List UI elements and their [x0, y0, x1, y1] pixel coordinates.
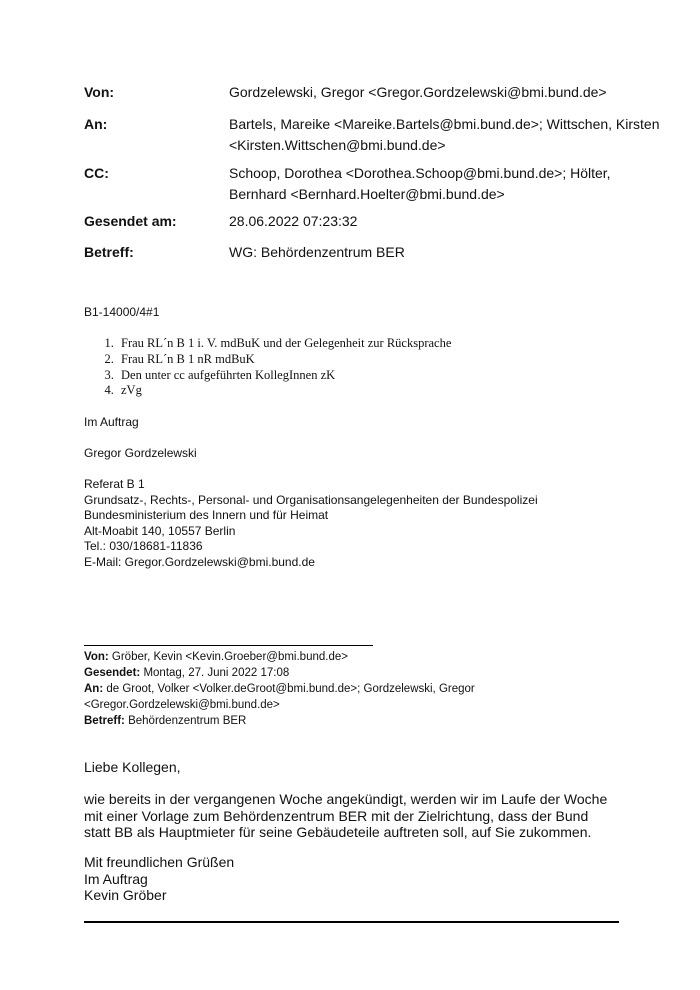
closing: Im Auftrag [84, 415, 139, 429]
forwarded-from [84, 649, 604, 665]
forwarded-to-label: An: [84, 683, 104, 695]
header-sent-label: Gesendet am: [84, 213, 177, 229]
list-item: 2. Frau RL´n B 1 nR mdBuK [117, 352, 604, 368]
forwarded-sent-label: Gesendet: [84, 667, 141, 679]
message-body-line: statt BB als Hauptmieter für seine Gebäudeteile auftreten soll, auf Sie zukommen. [84, 824, 592, 840]
forwarded-from-value: Gröber, Kevin <Kevin.Groeber@bmi.bund.de> [111, 651, 348, 663]
routing-list [84, 336, 604, 399]
forwarded-to-continued: <Gregor.Gordzelewski@bmi.bund.de> [84, 699, 280, 711]
forwarded-sent [84, 665, 604, 681]
forwarded-to [84, 681, 604, 697]
message-sign-off [84, 854, 234, 904]
signature-phone: Tel.: 030/18681-11836 [84, 539, 203, 554]
bottom-rule [84, 921, 619, 923]
signature-ministry: Bundesministerium des Innern und für Heimat [84, 508, 329, 523]
forwarded-header [84, 649, 604, 729]
list-item: 1. Frau RL´n B 1 i. V. mdBuK und der Gelegenheit zur Rücksprache [117, 336, 604, 352]
forward-divider [84, 645, 373, 646]
sign-off-on-behalf: Im Auftrag [84, 870, 148, 887]
header-sent-value: 28.06.2022 07:23:32 [229, 213, 358, 229]
header-subject-value: WG: Behördenzentrum BER [229, 244, 405, 260]
header-from-value: Gordzelewski, Gregor <Gregor.Gordzelewski@bmi.bund.de> [229, 84, 607, 100]
sign-off-regards: Mit freundlichen Grüßen [84, 854, 235, 870]
forwarded-sent-value: Montag, 27. Juni 2022 17:08 [143, 667, 290, 679]
forwarded-to-value: de Groot, Volker <Volker.deGroot@bmi.bund.de>; Gordzelewski, Gregor [106, 683, 475, 695]
header-from-label: Von: [84, 84, 115, 100]
message-greeting: Liebe Kollegen, [84, 759, 181, 775]
header-subject-label: Betreff: [84, 244, 134, 260]
signature-unit: Referat B 1 [84, 477, 145, 491]
header-cc-value: Schoop, Dorothea <Dorothea.Schoop@bmi.bund.de>; Hölter, Bernhard <Bernhard.Hoelter@bmi.bund.de> [229, 165, 611, 202]
forwarded-subject-value: Behördenzentrum BER [128, 715, 247, 727]
message-body-line: mit einer Vorlage zum Behördenzentrum BER mit der Zielrichtung, dass der Bund [84, 807, 589, 824]
header-to-value: Bartels, Mareike <Mareike.Bartels@bmi.bund.de>; Wittschen, Kirsten <Kirsten.Wittschen@bmi.bund.de> [229, 116, 660, 153]
header-cc-label: CC: [84, 165, 109, 181]
reference-number: B1-14000/4#1 [84, 305, 160, 319]
forwarded-subject-label: Betreff: [84, 715, 125, 727]
sign-off-name: Kevin Gröber [84, 887, 167, 903]
message-body [84, 791, 624, 841]
header-to-label: An: [84, 116, 108, 132]
signature-block [84, 477, 644, 571]
list-item: 4. zVg [117, 383, 604, 399]
list-item: 3. Den unter cc aufgeführten KollegInnen zK [117, 368, 604, 384]
sender-name: Gregor Gordzelewski [84, 446, 197, 460]
message-body-line: wie bereits in der vergangenen Woche angekündigt, werden wir im Laufe der Woche [84, 791, 608, 807]
forwarded-subject [84, 713, 604, 729]
signature-email: E-Mail: Gregor.Gordzelewski@bmi.bund.de [84, 554, 315, 569]
forwarded-from-label: Von: [84, 651, 109, 663]
signature-address: Alt-Moabit 140, 10557 Berlin [84, 523, 236, 538]
signature-department: Grundsatz-, Rechts-, Personal- und Organisationsangelegenheiten der Bundespolizei [84, 492, 538, 507]
